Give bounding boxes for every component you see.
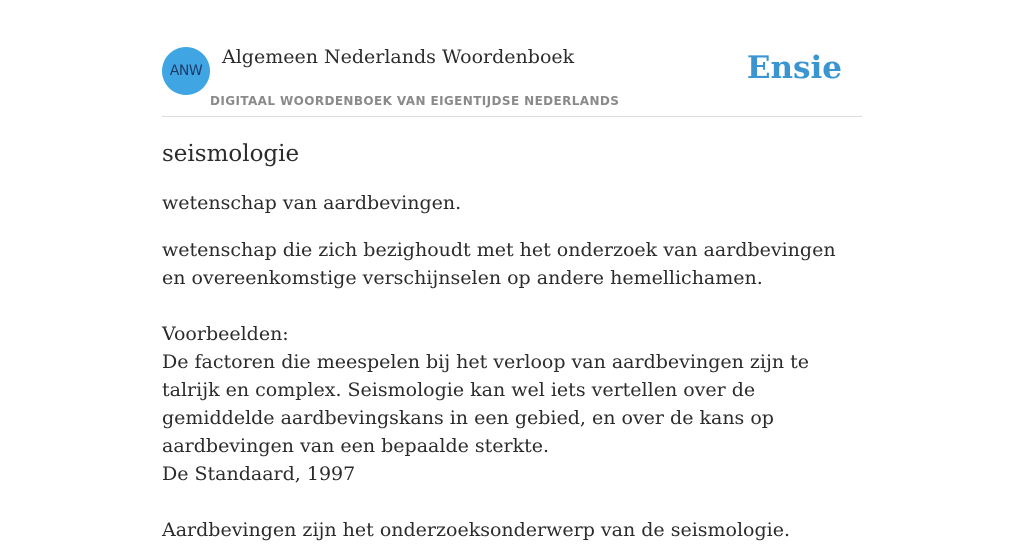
- long-definition: wetenschap die zich bezighoudt met het onderzoek van aardbevingen en overeenkomstige verschijnselen op andere hemellichamen.: [162, 239, 836, 289]
- source-title[interactable]: Algemeen Nederlands Woordenboek: [222, 46, 575, 68]
- anw-logo[interactable]: [162, 47, 210, 95]
- example-text: Aardbevingen zijn het onderzoeksonderwerp van de seismologie.: [162, 519, 791, 541]
- source-subtitle: DIGITAAL WOORDENBOEK VAN EIGENTIJDSE NEDERLANDS: [210, 94, 620, 108]
- ensie-brand-link[interactable]: Ensie: [746, 50, 842, 86]
- site-header: [162, 40, 862, 117]
- short-definition: wetenschap van aardbevingen.: [162, 192, 462, 214]
- logo-text: ANW: [169, 63, 203, 79]
- entry-word: seismologie: [162, 141, 300, 167]
- example-text: De factoren die meespelen bij het verloop van aardbevingen zijn te talrijk en complex. Seismologie kan wel iets vertellen over de gemiddelde aardbevingskans in een gebied, en over de kans op aardbevingen van een bepaalde sterkte.: [162, 351, 810, 457]
- long-definition-block: [162, 236, 862, 544]
- examples-label: Voorbeelden:: [162, 323, 289, 345]
- example-source: De Standaard, 1997: [162, 463, 356, 485]
- entry-content: [162, 138, 862, 544]
